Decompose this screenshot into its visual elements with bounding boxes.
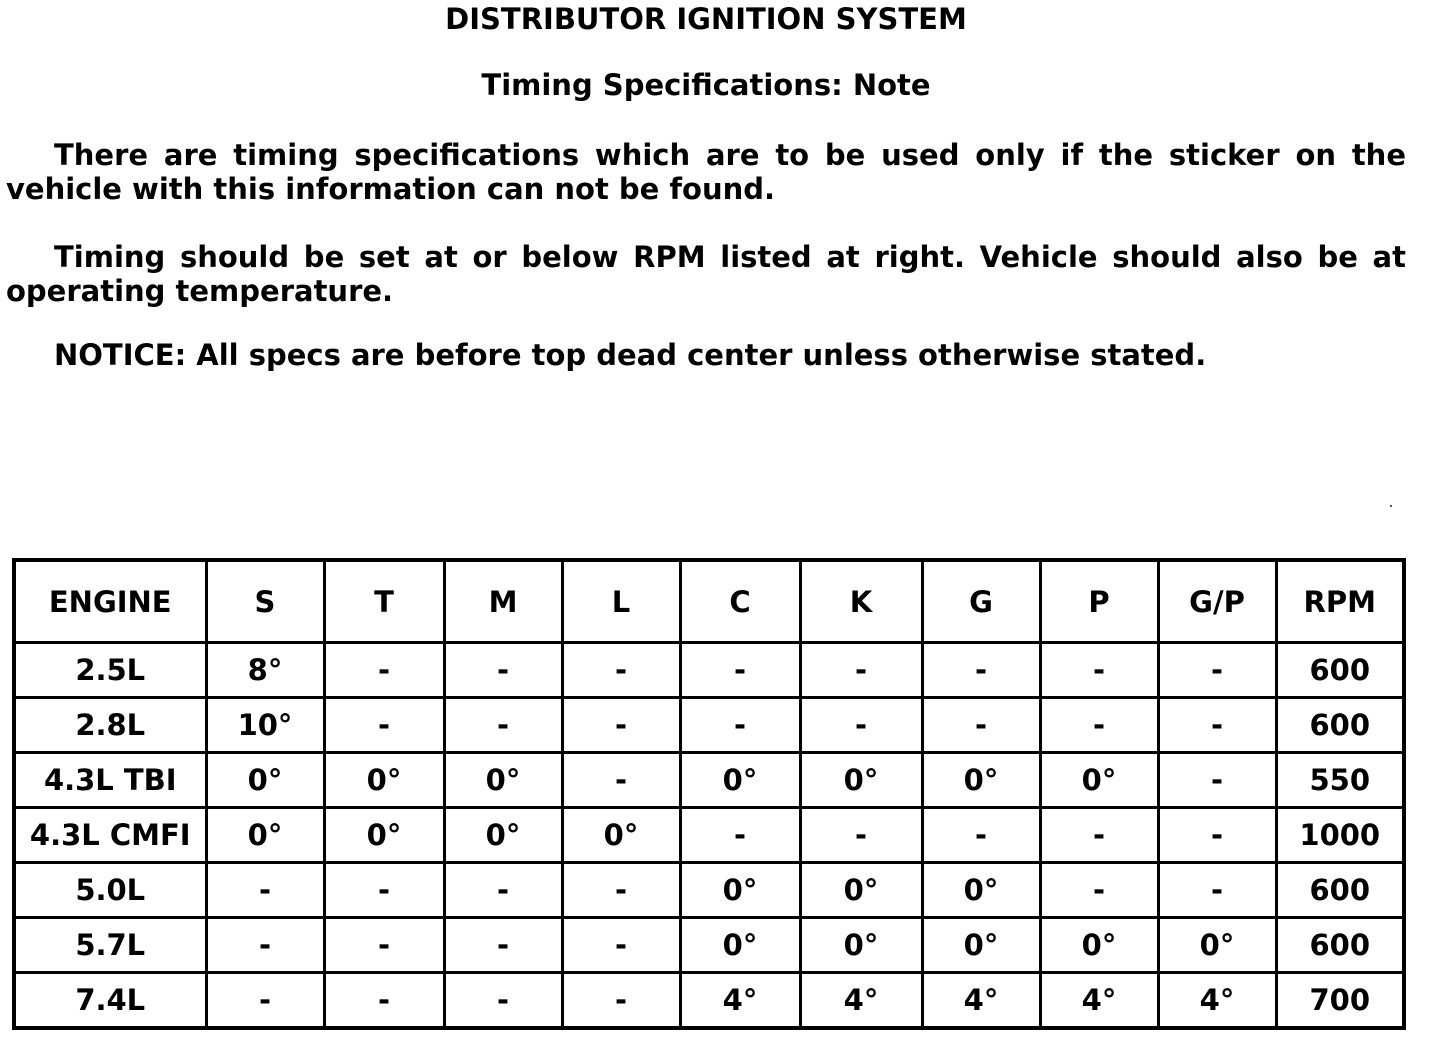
cell-rpm: 600 (1276, 643, 1404, 698)
timing-specs-table (12, 558, 1406, 1030)
cell-rpm: 600 (1276, 698, 1404, 753)
cell-k: 0° (800, 863, 922, 918)
cell-p: - (1040, 808, 1158, 863)
cell-gp: - (1158, 643, 1276, 698)
header-c: C (680, 560, 800, 643)
header-rpm: RPM (1276, 560, 1404, 643)
header-t: T (324, 560, 444, 643)
cell-gp: - (1158, 863, 1276, 918)
cell-c: 0° (680, 918, 800, 973)
cell-l: - (562, 753, 680, 808)
cell-t: - (324, 698, 444, 753)
table-row (14, 918, 1404, 973)
cell-engine: 4.3L TBI (14, 753, 206, 808)
cell-c: - (680, 698, 800, 753)
paragraph-sticker-note: There are timing specifications which are to be used only if the sticker on the vehicle with this information can not be found. (6, 138, 1406, 206)
cell-p: 4° (1040, 973, 1158, 1029)
cell-engine: 5.7L (14, 918, 206, 973)
cell-g: 0° (922, 753, 1040, 808)
cell-gp: - (1158, 698, 1276, 753)
cell-s: - (206, 973, 324, 1029)
notice-text: NOTICE: All specs are before top dead center unless otherwise stated. (54, 338, 1207, 372)
cell-m: - (444, 698, 562, 753)
cell-s: - (206, 863, 324, 918)
cell-t: - (324, 918, 444, 973)
cell-m: - (444, 918, 562, 973)
header-gp: G/P (1158, 560, 1276, 643)
cell-gp: - (1158, 808, 1276, 863)
cell-g: 0° (922, 863, 1040, 918)
header-engine: ENGINE (14, 560, 206, 643)
cell-c: 0° (680, 753, 800, 808)
cell-p: - (1040, 863, 1158, 918)
cell-k: - (800, 698, 922, 753)
cell-g: - (922, 698, 1040, 753)
cell-gp: 4° (1158, 973, 1276, 1029)
cell-m: - (444, 643, 562, 698)
cell-s: 8° (206, 643, 324, 698)
cell-t: 0° (324, 808, 444, 863)
cell-t: - (324, 643, 444, 698)
table-row (14, 863, 1404, 918)
cell-s: 10° (206, 698, 324, 753)
header-l: L (562, 560, 680, 643)
cell-k: - (800, 808, 922, 863)
cell-l: - (562, 973, 680, 1029)
cell-k: 0° (800, 918, 922, 973)
cell-l: - (562, 918, 680, 973)
cell-rpm: 600 (1276, 863, 1404, 918)
cell-s: - (206, 918, 324, 973)
cell-engine: 5.0L (14, 863, 206, 918)
cell-c: - (680, 643, 800, 698)
cell-k: 0° (800, 753, 922, 808)
table-row (14, 698, 1404, 753)
cell-g: 4° (922, 973, 1040, 1029)
scan-speck (1390, 505, 1392, 507)
paragraph-rpm-note: Timing should be set at or below RPM listed at right. Vehicle should also be at operating temperature. (6, 240, 1406, 308)
cell-engine: 2.8L (14, 698, 206, 753)
table-row (14, 643, 1404, 698)
cell-engine: 2.5L (14, 643, 206, 698)
cell-c: 0° (680, 863, 800, 918)
cell-l: 0° (562, 808, 680, 863)
table-row (14, 973, 1404, 1029)
cell-m: 0° (444, 808, 562, 863)
cell-g: - (922, 808, 1040, 863)
cell-m: 0° (444, 753, 562, 808)
cell-gp: 0° (1158, 918, 1276, 973)
cell-t: 0° (324, 753, 444, 808)
cell-k: 4° (800, 973, 922, 1029)
cell-g: 0° (922, 918, 1040, 973)
cell-s: 0° (206, 753, 324, 808)
document-subtitle: Timing Specifications: Note (481, 68, 931, 102)
cell-engine: 7.4L (14, 973, 206, 1029)
document-title: DISTRIBUTOR IGNITION SYSTEM (445, 2, 967, 36)
cell-rpm: 700 (1276, 973, 1404, 1029)
cell-c: - (680, 808, 800, 863)
cell-gp: - (1158, 753, 1276, 808)
cell-rpm: 600 (1276, 918, 1404, 973)
header-k: K (800, 560, 922, 643)
cell-m: - (444, 863, 562, 918)
cell-g: - (922, 643, 1040, 698)
cell-l: - (562, 643, 680, 698)
header-s: S (206, 560, 324, 643)
header-p: P (1040, 560, 1158, 643)
cell-m: - (444, 973, 562, 1029)
cell-p: - (1040, 698, 1158, 753)
cell-rpm: 550 (1276, 753, 1404, 808)
header-g: G (922, 560, 1040, 643)
cell-p: 0° (1040, 753, 1158, 808)
cell-s: 0° (206, 808, 324, 863)
cell-rpm: 1000 (1276, 808, 1404, 863)
cell-k: - (800, 643, 922, 698)
cell-c: 4° (680, 973, 800, 1029)
cell-p: 0° (1040, 918, 1158, 973)
cell-t: - (324, 863, 444, 918)
cell-p: - (1040, 643, 1158, 698)
table-row (14, 808, 1404, 863)
table-header-row (14, 560, 1404, 643)
cell-l: - (562, 698, 680, 753)
cell-t: - (324, 973, 444, 1029)
table-row (14, 753, 1404, 808)
header-m: M (444, 560, 562, 643)
cell-engine: 4.3L CMFI (14, 808, 206, 863)
cell-l: - (562, 863, 680, 918)
